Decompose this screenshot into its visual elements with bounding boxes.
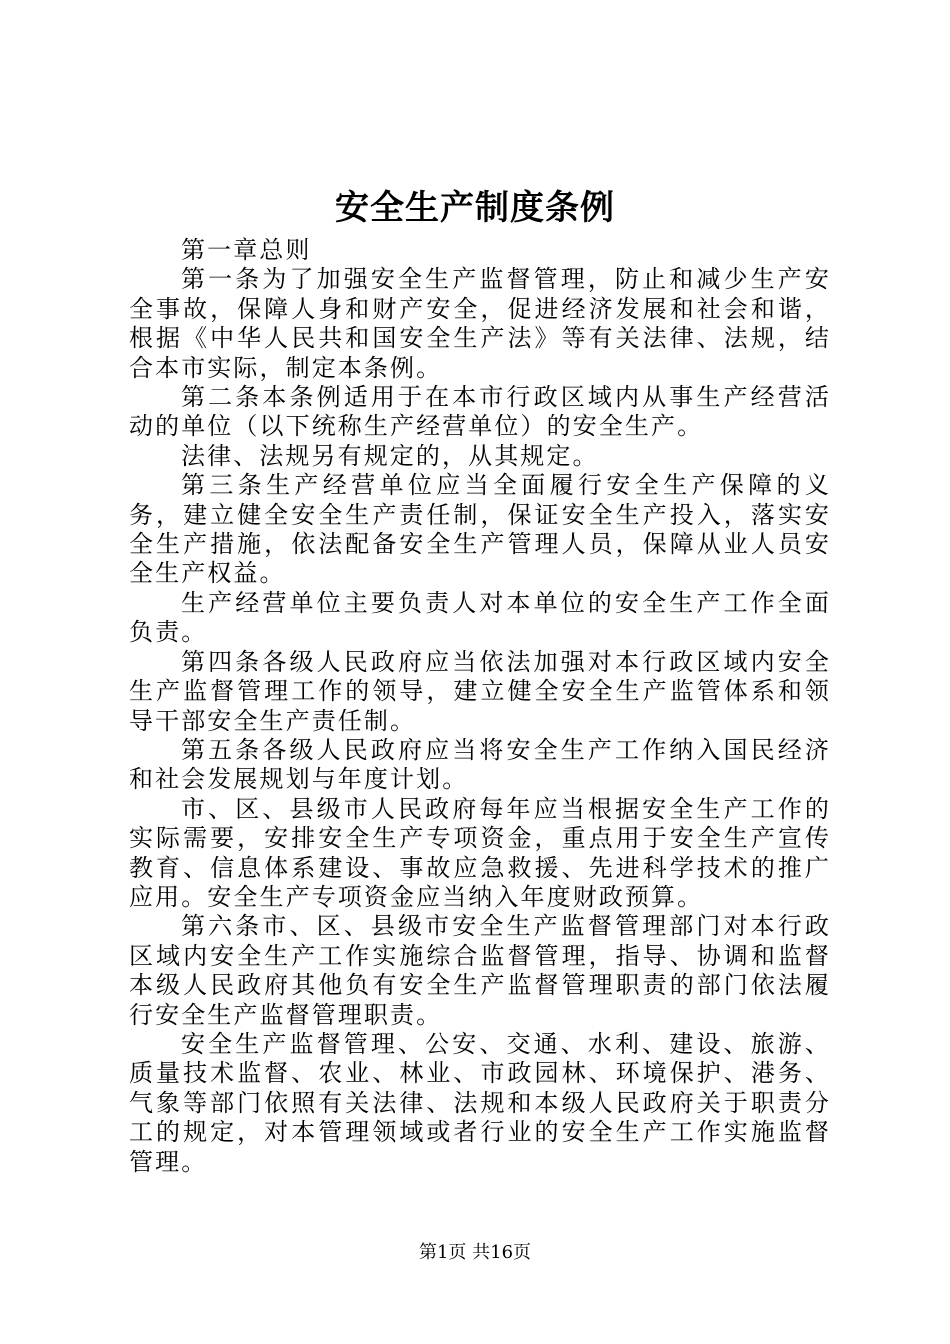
- article-paragraph: 安全生产监督管理、公安、交通、水利、建设、旅游、质量技术监督、农业、林业、市政园林、环境保护、港务、气象等部门依照有关法律、法规和本级人民政府关于职责分工的规定，对本管理领域或者行业的安全生产工作实施监督管理。: [129, 1029, 831, 1176]
- article-paragraph: 第三条生产经营单位应当全面履行安全生产保障的义务，建立健全安全生产责任制，保证安全生产投入，落实安全生产措施，依法配备安全生产管理人员，保障从业人员安全生产权益。: [129, 471, 831, 588]
- page-footer: 第1页 共16页: [418, 1242, 532, 1263]
- document-title: 安全生产制度条例: [335, 188, 615, 228]
- document-body: [129, 236, 831, 1177]
- article-paragraph: 市、区、县级市人民政府每年应当根据安全生产工作的实际需要，安排安全生产专项资金，重点用于安全生产宣传教育、信息体系建设、事故应急救援、先进科学技术的推广应用。安全生产专项资金应当纳入年度财政预算。: [129, 794, 831, 911]
- article-paragraph: 第四条各级人民政府应当依法加强对本行政区域内安全生产监督管理工作的领导，建立健全安全生产监管体系和领导干部安全生产责任制。: [129, 647, 831, 735]
- chapter-heading: 第一章总则: [181, 236, 312, 264]
- article-paragraph: 生产经营单位主要负责人对本单位的安全生产工作全面负责。: [129, 588, 831, 647]
- article-paragraph: 第一条为了加强安全生产监督管理，防止和减少生产安全事故，保障人身和财产安全，促进经济发展和社会和谐，根据《中华人民共和国安全生产法》等有关法律、法规，结合本市实际，制定本条例。: [129, 265, 831, 382]
- article-paragraph: 第五条各级人民政府应当将安全生产工作纳入国民经济和社会发展规划与年度计划。: [129, 735, 831, 794]
- article-paragraph: 法律、法规另有规定的，从其规定。: [181, 441, 599, 470]
- article-paragraph: 第二条本条例适用于在本市行政区域内从事生产经营活动的单位（以下统称生产经营单位）的安全生产。: [129, 383, 831, 441]
- article-paragraph: 第六条市、区、县级市安全生产监督管理部门对本行政区域内安全生产工作实施综合监督管理，指导、协调和监督本级人民政府其他负有安全生产监督管理职责的部门依法履行安全生产监督管理职责。: [129, 912, 831, 1029]
